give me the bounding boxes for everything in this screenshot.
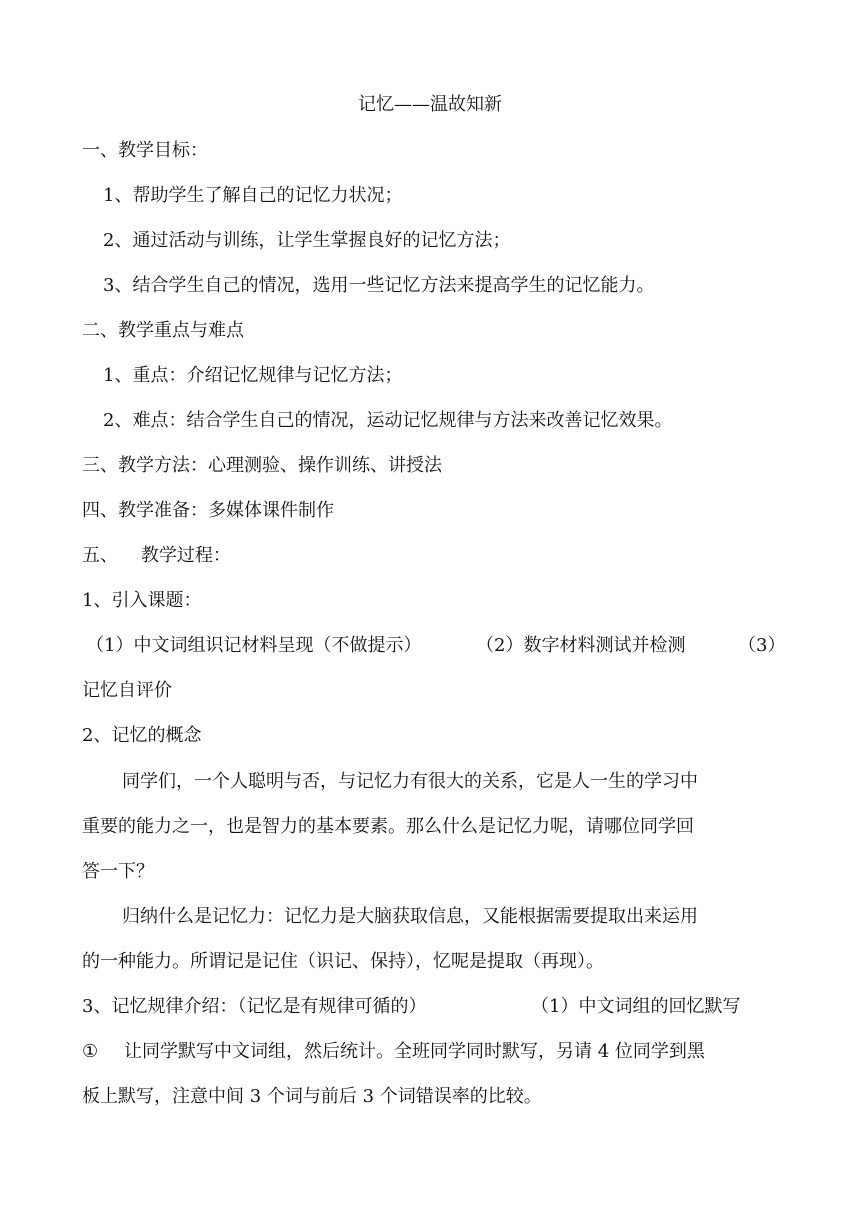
paragraph-line: 让同学默写中文词组，然后统计。全班同学同时默写，另请 4 位同学到黑: [124, 1041, 705, 1062]
subsection-heading: 3、记忆规律介绍：（记忆是有规律可循的）: [82, 996, 427, 1017]
section-heading: 一、教学目标：: [82, 140, 208, 161]
list-item: 1、重点：介绍记忆规律与记忆方法；: [103, 365, 403, 386]
list-item: 2、通过活动与训练，让学生掌握良好的记忆方法；: [103, 230, 511, 251]
paragraph-line: 同学们，一个人聪明与否，与记忆力有很大的关系，它是人一生的学习中: [122, 771, 698, 792]
section-heading: 四、教学准备：多媒体课件制作: [82, 500, 334, 521]
subsection-heading: 1、引入课题：: [82, 590, 202, 611]
paragraph-line: 答一下？: [82, 861, 154, 882]
paragraph-line: 的一种能力。所谓记是记住（识记、保持），忆呢是提取（再现）。: [82, 951, 604, 972]
list-number: ①: [82, 1041, 99, 1062]
list-item: （2）数字材料测试并检测: [476, 635, 686, 656]
paragraph-line: 板上默写，注意中间 3 个词与前后 3 个词错误率的比较。: [82, 1086, 542, 1107]
paragraph-line: 重要的能力之一，也是智力的基本要素。那么什么是记忆力呢，请哪位同学回: [82, 816, 694, 837]
section-heading: 二、教学重点与难点: [82, 320, 244, 341]
section-heading: 五、 教学过程：: [82, 545, 231, 566]
list-item: 1、帮助学生了解自己的记忆力状况；: [103, 185, 403, 206]
list-item: 记忆自评价: [82, 680, 172, 701]
subsection-heading: 2、记忆的概念: [82, 725, 202, 746]
list-item: （1）中文词组识记材料呈现（不做提示）: [86, 635, 422, 656]
list-item: 2、难点：结合学生自己的情况，运动记忆规律与方法来改善记忆效果。: [103, 410, 673, 431]
list-item: （3）: [738, 635, 786, 656]
subsection-heading: （1）中文词组的回忆默写: [531, 996, 741, 1017]
list-item: 3、结合学生自己的情况，选用一些记忆方法来提高学生的记忆能力。: [103, 275, 655, 296]
paragraph-line: 归纳什么是记忆力：记忆力是大脑获取信息，又能根据需要提取出来运用: [122, 906, 698, 927]
document-title: 记忆——温故知新: [358, 94, 502, 115]
section-heading: 三、教学方法：心理测验、操作训练、讲授法: [82, 455, 442, 476]
